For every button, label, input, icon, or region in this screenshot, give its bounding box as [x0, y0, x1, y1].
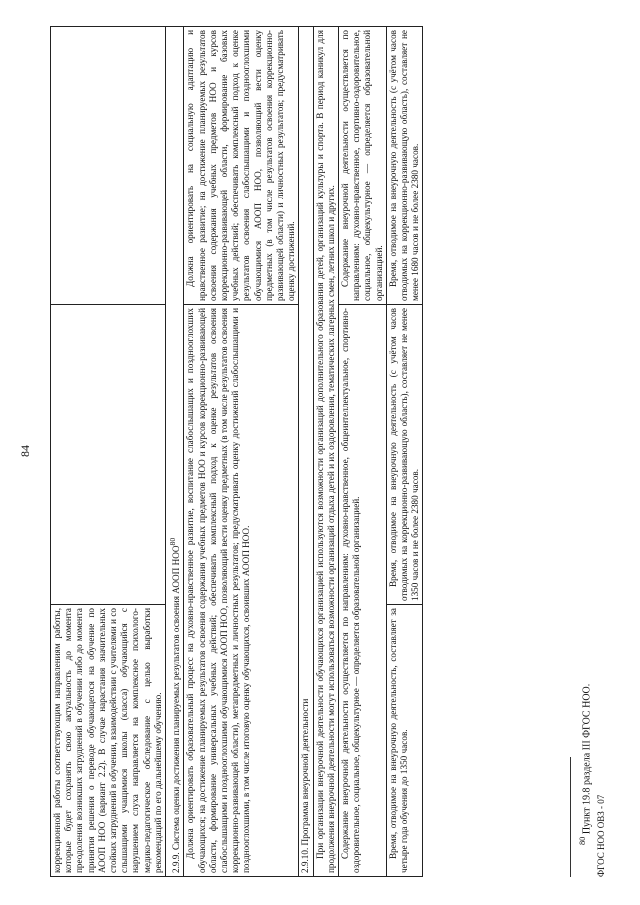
- section-299-heading: 2.9.9. Система оценки достижения планируемых результатов освоения АООП НОО$^{80}$: [166, 27, 184, 877]
- section-2910-content-col12: Содержание внеурочной деятельности осуществляется по направлениям: духовно-нравственное, общеинтеллектуальное, спортивно-оздоровительное, социальное, общекультурное — определяется образовательной организацией.: [338, 305, 386, 877]
- document-body: [50, 27, 550, 877]
- table-row-2910-intro: [313, 27, 338, 877]
- footnote-mark: 80: [168, 537, 178, 546]
- footnote-number: 80: [578, 836, 587, 845]
- cell-correction-col1: коррекционной работы соответствующим направлениям работы, которые будет сохранять свою актуальность до момента преодоления возникших затруднений в обучении либо до момента принятия решения о переводе обучающегося на обучение по АООП НОО (вариант 2.2). В случае нарастания значительных стойких затруднений в обучении, взаимодействии с учителями и со слышащими учащимися школы (класса) обучающийся с нарушением слуха направляется на комплексное психолого-медико-педагогическое обследование с целью выработки рекомендаций по его дальнейшему обучению.: [51, 605, 166, 877]
- section-299-col12: Должна ориентировать образовательный процесс на духовно-нравственное развитие, воспитание слабослышащих и позднооглохших обучающихся; на достижение планируемых результатов освоения содержания учебных предметов НОО и курсов коррекционно-развивающей области, формирование универсальных учебных действий; обеспечивать комплексный подход к оценке результатов освоения слабослышащими и позднооглохшими обучающимися АООП НОО, позволяющий вести оценку предметных (в том числе результатов освоения коррекционно-развивающей области), метапредметных и личностных результатов; предусматривать оценку достижений слабослышащими и позднооглохшими, в том числе итоговую оценку обучающихся, освоивших АООП НОО.: [184, 305, 299, 877]
- section-2910-time-col3: Время, отводимое на внеурочную деятельность (с учётом часов отводимых на коррекционно-развивающую область), составляет не менее 1680 часов и не более 2380 часов.: [386, 27, 423, 305]
- section-299-col3: Должна ориентировать на социальную адаптацию и нравственное развитие; на достижение планируемых результатов освоения содержания учебных предметов НОО и курсов коррекционно-развивающей области, формирование базовых учебных действий; обеспечивать комплексный подход к оценке результатов освоения слабослышащими и позднооглохшими обучающимися АООП НОО, позволяющий вести оценку предметных (в том числе результатов освоения коррекционно-развивающей области) и личностных результатов; предусматривать оценку достижений.: [184, 27, 299, 305]
- cell-correction-col2: [51, 305, 166, 605]
- section-2910-intro: При организации внеурочной деятельности обучающихся организацией используются возможности организаций дополнительного образования детей, организаций культуры и спорта. В период каникул для продолжения внеурочной деятельности могут использоваться возможности организаций отдыха детей и их оздоровления, тематических лагерных смен, летних школ и других.: [313, 27, 338, 877]
- section-2910-heading: 2.9.10. Программа внеурочной деятельности: [299, 27, 313, 877]
- table-row-299-body: [184, 27, 299, 877]
- table-row-correction: [51, 27, 166, 877]
- requirements-table: [50, 26, 423, 877]
- section-2910-time-col1: Время, отводимое на внеурочную деятельность, составляет за четыре года обучения до 1350 часов.: [386, 605, 423, 877]
- footnote-divider: [570, 757, 571, 877]
- table-row-2910-content: [338, 27, 386, 877]
- document-code: ФГОС НОО ОВЗ - 07: [596, 794, 606, 877]
- section-2910-time-col2: Время, отводимое на внеурочную деятельность (с учётом часов отводимых на коррекционно-развивающую область), составляет не менее 1350 часов и не более 2380 часов.: [386, 305, 423, 605]
- page-number: 84: [18, 445, 32, 457]
- section-2910-content-col3: Содержание внеурочной деятельности осуществляется по направлениям: духовно-нравственное, спортивно-оздоровительное, социальное, общекультурное — определяется образовательной организацией.: [338, 27, 386, 305]
- table-row-2910-time: [386, 27, 423, 877]
- footnote-text: Пункт 19.8 раздела III ФГОС НОО.: [581, 683, 593, 835]
- table-row-299-heading: [166, 27, 184, 877]
- cell-correction-col3: [51, 27, 166, 305]
- footnote: [578, 684, 592, 845]
- table-row-2910-heading: [299, 27, 313, 877]
